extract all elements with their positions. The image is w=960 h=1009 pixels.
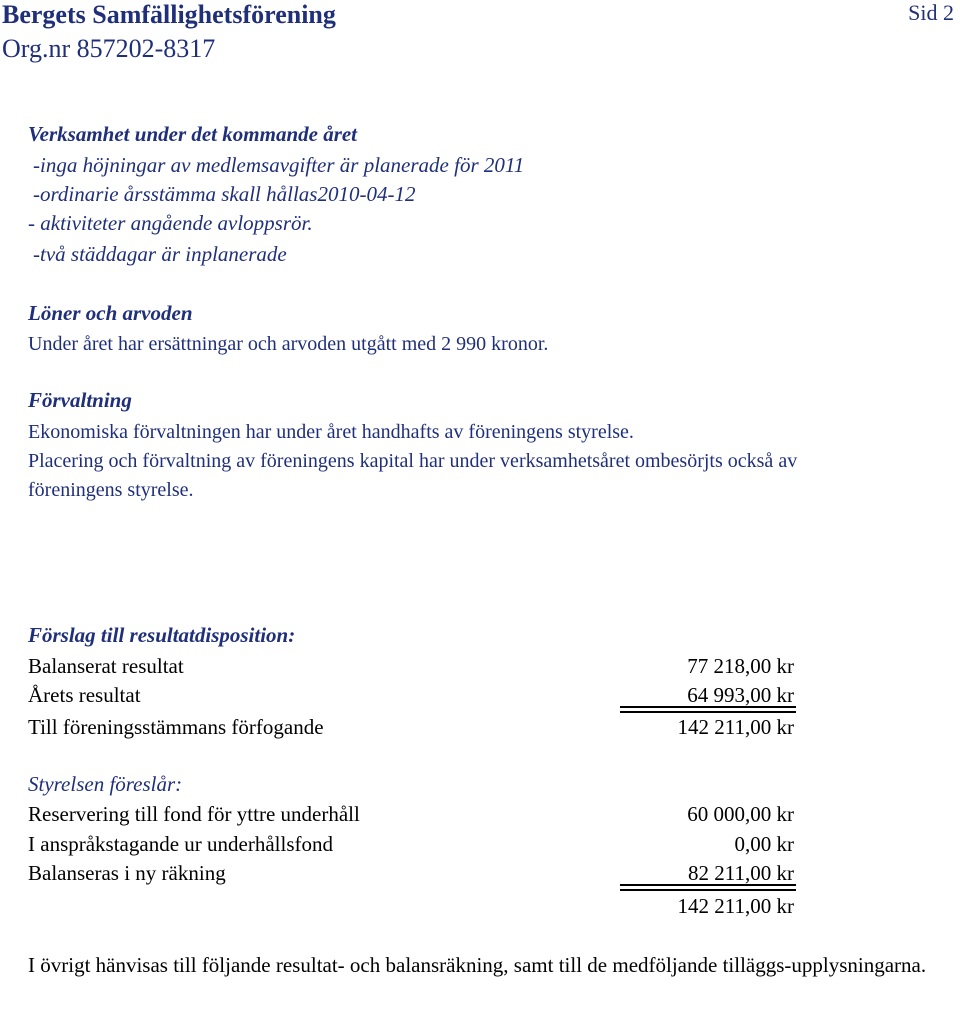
disposition-total-value: 142 211,00 kr xyxy=(677,715,794,739)
double-underline xyxy=(620,884,796,891)
styrelsen-row-label: I anspråkstagande ur underhållsfond xyxy=(28,832,333,856)
double-underline xyxy=(620,706,796,713)
styrelsen-row-label: Balanseras i ny räkning xyxy=(28,861,226,885)
verksamhet-item: -två städdagar är inplanerade xyxy=(33,242,287,266)
styrelsen-row-value: 60 000,00 kr xyxy=(687,802,794,826)
disposition-total-label: Till föreningsstämmans förfogande xyxy=(28,715,324,739)
disposition-row-label: Balanserat resultat xyxy=(28,654,184,678)
loner-text: Under året har ersättningar och arvoden utgått med 2 990 kronor. xyxy=(28,333,549,355)
section-title-loner: Löner och arvoden xyxy=(28,301,193,325)
closing-text: I övrigt hänvisas till följande resultat- och balansräkning, samt till de medföljande tilläggs-upplysningarna. xyxy=(28,953,927,977)
section-title-styrelsen: Styrelsen föreslår: xyxy=(28,772,183,796)
section-title-disposition: Förslag till resultatdisposition: xyxy=(28,623,296,647)
styrelsen-row-value: 82 211,00 kr xyxy=(688,861,794,885)
forvaltning-text-line: föreningens styrelse. xyxy=(28,479,194,501)
disposition-row-value: 64 993,00 kr xyxy=(687,683,794,707)
verksamhet-item: -ordinarie årsstämma skall hållas2010-04-12 xyxy=(33,182,416,206)
verksamhet-item: - aktiviteter angående avloppsrör. xyxy=(28,211,313,235)
forvaltning-text-line: Ekonomiska förvaltningen har under året handhafts av föreningens styrelse. xyxy=(28,421,634,443)
styrelsen-row-value: 0,00 kr xyxy=(734,832,794,856)
page-number: Sid 2 xyxy=(908,0,954,25)
disposition-row-value: 77 218,00 kr xyxy=(687,654,794,678)
organization-name: Bergets Samfällighetsförening xyxy=(2,0,336,29)
section-title-verksamhet: Verksamhet under det kommande året xyxy=(28,122,358,146)
section-title-forvaltning: Förvaltning xyxy=(28,388,132,412)
forvaltning-text-line: Placering och förvaltning av föreningens kapital har under verksamhetsåret ombesörjts också av xyxy=(28,450,798,472)
styrelsen-total-value: 142 211,00 kr xyxy=(677,894,794,918)
disposition-row-label: Årets resultat xyxy=(28,683,141,707)
styrelsen-row-label: Reservering till fond för yttre underhåll xyxy=(28,802,360,826)
organization-number: Org.nr 857202-8317 xyxy=(2,34,216,63)
verksamhet-item: -inga höjningar av medlemsavgifter är planerade för 2011 xyxy=(33,153,525,177)
